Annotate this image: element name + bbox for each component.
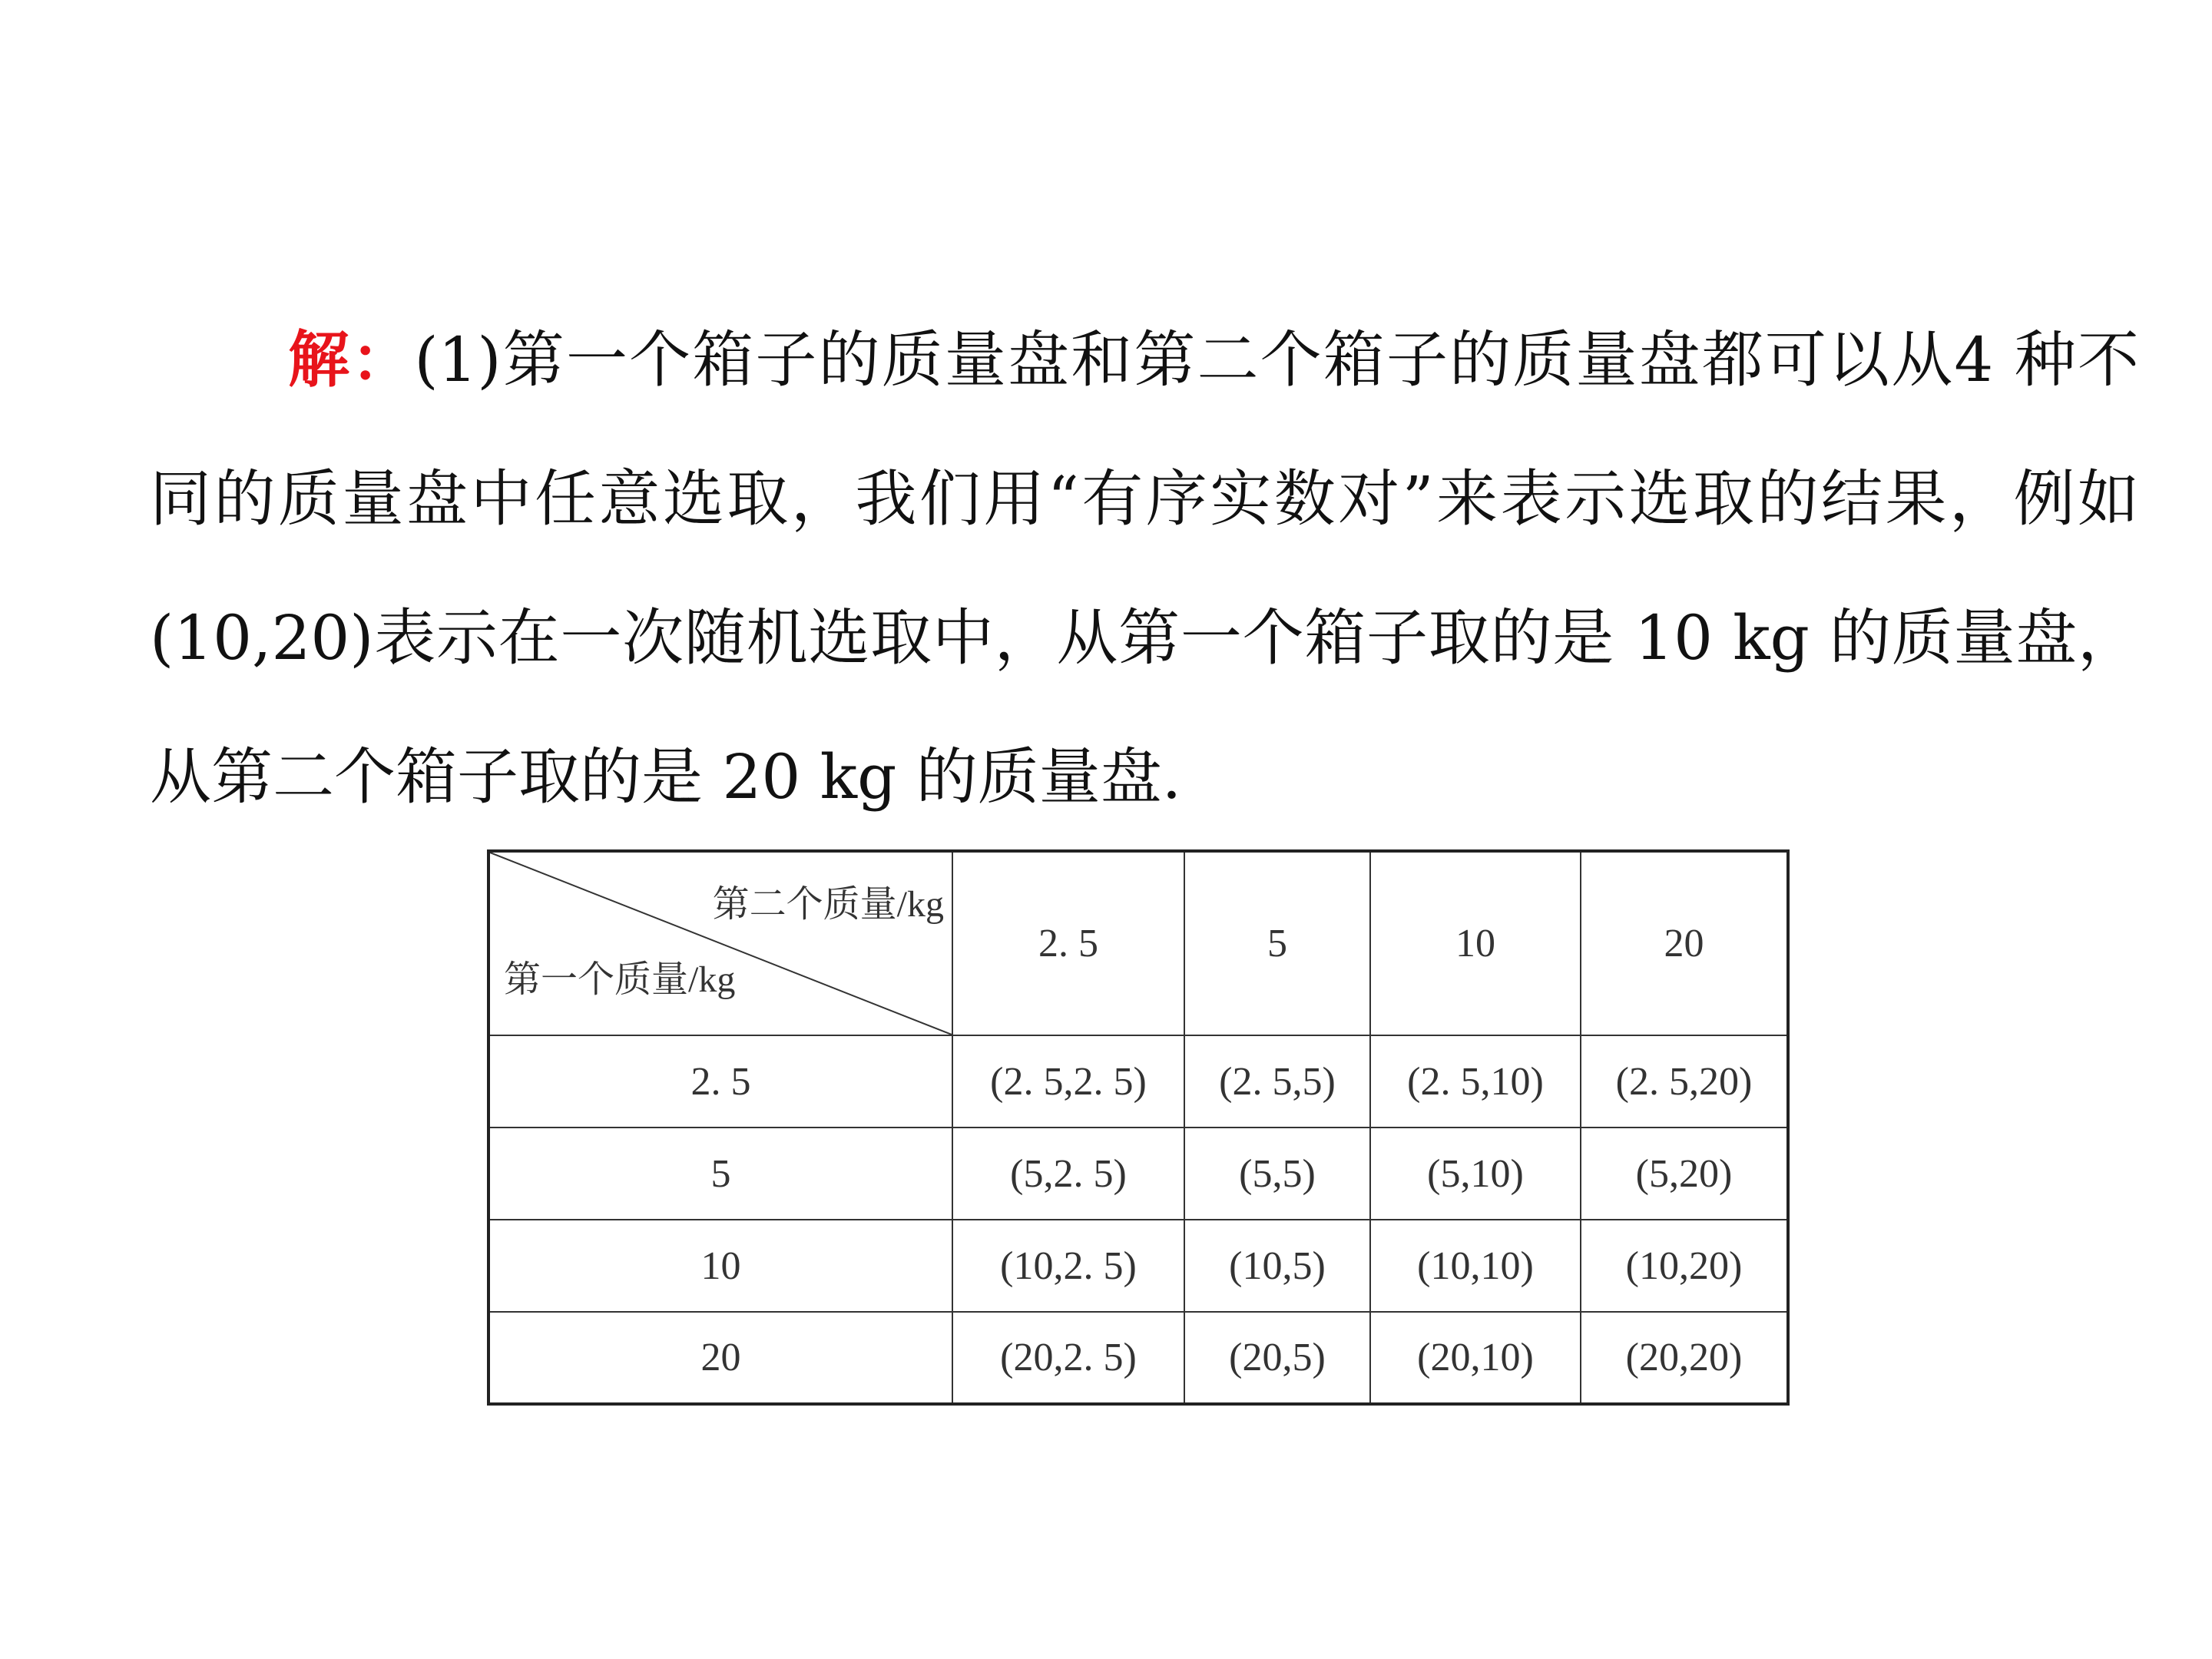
table-cell: (2. 5,5) xyxy=(1184,1035,1370,1128)
table-cell: (10,10) xyxy=(1370,1220,1581,1312)
table-cell: (20,20) xyxy=(1581,1312,1788,1404)
corner-first-mass-label: 第一个质量/kg xyxy=(504,959,736,1000)
table-cell: (2. 5,20) xyxy=(1581,1035,1788,1128)
solution-label: 解： xyxy=(288,323,415,396)
table-row xyxy=(488,1220,1788,1312)
table-row xyxy=(488,1035,1788,1128)
table-cell: (10,5) xyxy=(1184,1220,1370,1312)
outcome-table xyxy=(487,849,1790,1406)
table-cell: (10,20) xyxy=(1581,1220,1788,1312)
table-cell: (20,2. 5) xyxy=(952,1312,1184,1404)
table-cell: (2. 5,10) xyxy=(1370,1035,1581,1128)
table-corner-cell xyxy=(488,851,952,1035)
table-cell: (20,10) xyxy=(1370,1312,1581,1404)
corner-second-mass-label: 第二个质量/kg xyxy=(712,884,944,925)
table-row xyxy=(488,1312,1788,1404)
row-header: 20 xyxy=(488,1312,952,1404)
table-cell: (20,5) xyxy=(1184,1312,1370,1404)
column-header: 5 xyxy=(1184,851,1370,1035)
solution-text: (1)第一个箱子的质量盘和第二个箱子的质量盘都可以从4 种不同的质量盘中任意选取，我们用“有序实数对”来表示选取的结果，例如(10,20)表示在一次随机选取中，从第一个箱子取的是 10 kg 的质量盘，从第二个箱子取的是 20 kg 的质量盘. xyxy=(150,324,2139,813)
row-header: 5 xyxy=(488,1128,952,1220)
column-header: 2. 5 xyxy=(952,851,1184,1035)
table-cell: (5,10) xyxy=(1370,1128,1581,1220)
column-header: 20 xyxy=(1581,851,1788,1035)
row-header: 10 xyxy=(488,1220,952,1312)
row-header: 2. 5 xyxy=(488,1035,952,1128)
table-row xyxy=(488,1128,1788,1220)
table-cell: (5,5) xyxy=(1184,1128,1370,1220)
table-header-row xyxy=(488,851,1788,1035)
table-cell: (2. 5,2. 5) xyxy=(952,1035,1184,1128)
column-header: 10 xyxy=(1370,851,1581,1035)
table-cell: (5,20) xyxy=(1581,1128,1788,1220)
table-cell: (10,2. 5) xyxy=(952,1220,1184,1312)
solution-paragraph xyxy=(150,290,2139,846)
table-cell: (5,2. 5) xyxy=(952,1128,1184,1220)
